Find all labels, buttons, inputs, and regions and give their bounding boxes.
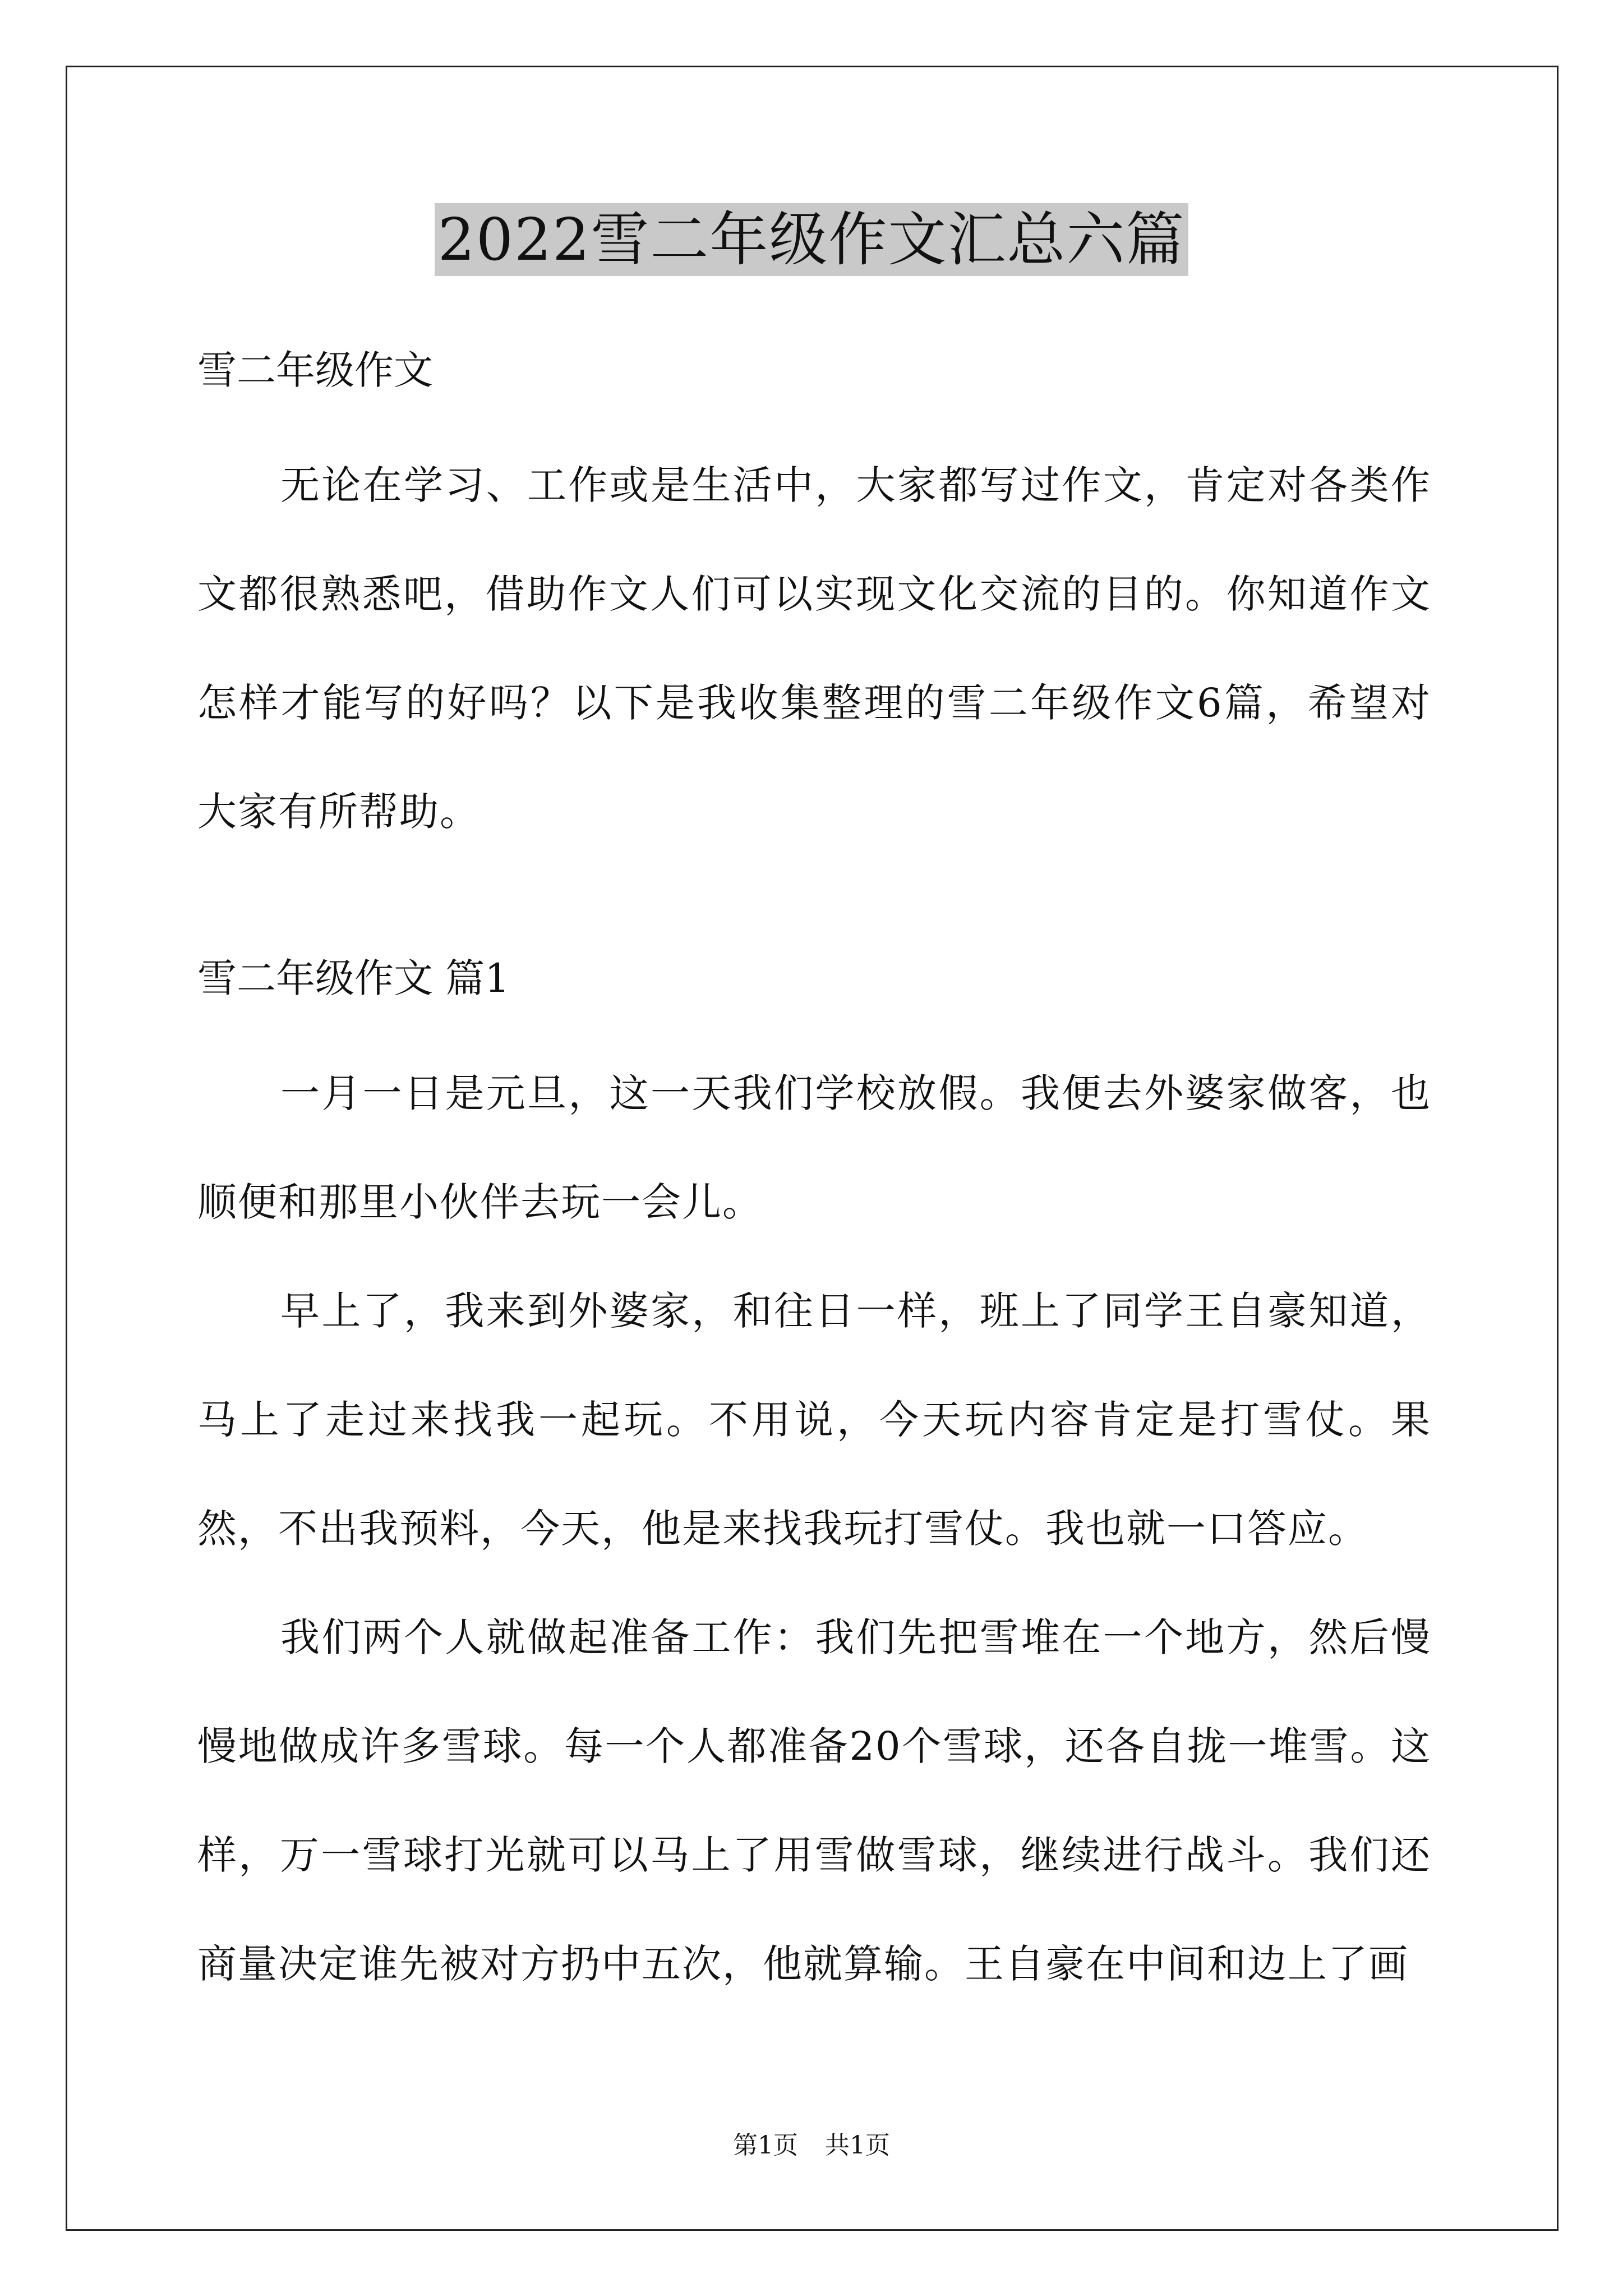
- document-body: [197, 337, 1431, 2018]
- intro-heading: 雪二年级作文: [197, 347, 433, 393]
- page-number: 第1页: [733, 2131, 798, 2160]
- section-1-paragraph-2: 早上了，我来到外婆家，和往日一样，班上了同学王自豪知道，马上了走过来找我一起玩。不用说，今天玩内容肯定是打雪仗。果然，不出我预料，今天，他是来找我玩打雪仗。我也就一口答应。: [197, 1288, 1431, 1552]
- title-container: [0, 203, 1623, 276]
- intro-paragraph: 无论在学习、工作或是生活中，大家都写过作文，肯定对各类作文都很熟悉吧，借助作文人们可以实现文化交流的目的。你知道作文怎样才能写的好吗？以下是我收集整理的雪二年级作文6篇，希望对大家有所帮助。: [197, 462, 1431, 835]
- spacer: [197, 404, 1431, 431]
- page-footer: [0, 2129, 1623, 2162]
- document-title: 2022雪二年级作文汇总六篇: [435, 203, 1189, 276]
- spacer: [197, 866, 1431, 945]
- section-1-paragraph-3: 我们两个人就做起准备工作：我们先把雪堆在一个地方，然后慢慢地做成许多雪球。每一个人都准备20个雪球，还各自拢一堆雪。这样，万一雪球打光就可以马上了用雪做雪球，继续进行战斗。我们还商量决定谁先被对方扔中五次，他就算输。王自豪在中间和边上了画: [197, 1614, 1431, 1987]
- section-1-heading: 雪二年级作文 篇1: [197, 955, 510, 1001]
- spacer: [197, 1012, 1431, 1039]
- section-1-paragraph-1: 一月一日是元旦，这一天我们学校放假。我便去外婆家做客，也顺便和那里小伙伴去玩一会儿。: [197, 1070, 1431, 1225]
- page-total: 共1页: [825, 2131, 890, 2160]
